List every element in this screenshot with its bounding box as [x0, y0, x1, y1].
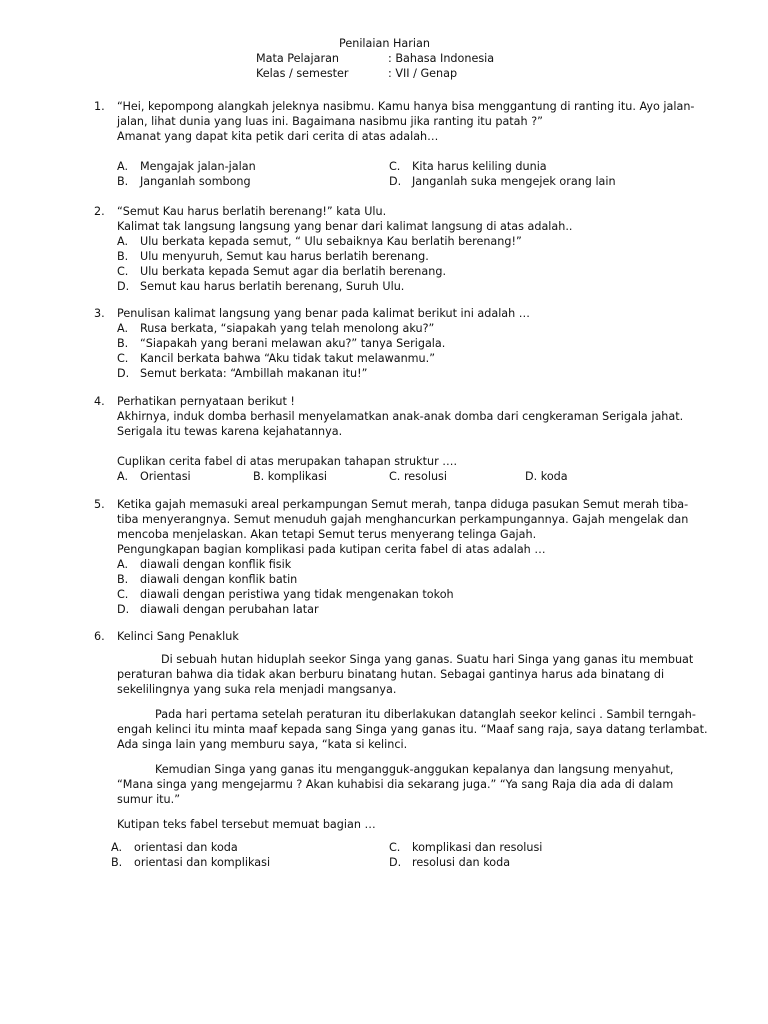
- question-prompt: Cuplikan cerita fabel di atas merupakan tahapan struktur ….: [117, 455, 458, 468]
- option-c: C. Kita harus keliling dunia: [389, 160, 547, 173]
- question-number: 4.: [94, 395, 105, 408]
- option-b: B. Janganlah sombong: [117, 175, 251, 188]
- answer-options: [117, 469, 704, 484]
- option-d: D. Semut kau harus berlatih berenang, Suruh Ulu.: [117, 280, 405, 293]
- option-a: A. orientasi dan koda: [111, 841, 238, 854]
- option-d: D. Semut berkata: “Ambillah makanan itu!”: [117, 367, 368, 380]
- class-value: : VII / Genap: [388, 67, 458, 80]
- question-text-line: Kalimat tak langsung langsung yang benar dari kalimat langsung di atas adalah..: [117, 220, 573, 233]
- option-a: A. Ulu berkata kepada semut, “ Ulu sebaiknya Kau berlatih berenang!”: [117, 235, 522, 248]
- question-5: [94, 497, 704, 617]
- story-paragraph-1: Di sebuah hutan hiduplah seekor Singa yang ganas. Suatu hari Singa yang ganas itu membuat: [161, 653, 694, 666]
- class-row: [256, 66, 494, 81]
- story-title: Kelinci Sang Penakluk: [117, 630, 239, 643]
- question-number: 1.: [94, 100, 105, 113]
- answer-options: [111, 840, 704, 870]
- option-d: D. koda: [525, 470, 568, 483]
- question-3: [94, 306, 704, 381]
- option-a: A. Mengajak jalan-jalan: [117, 160, 256, 173]
- question-text-line: tiba menyerangnya. Semut menuduh gajah menghancurkan perkampungannya. Gajah mengelak dan: [117, 513, 689, 526]
- option-b: B. komplikasi: [253, 470, 328, 483]
- question-4: [94, 394, 704, 484]
- question-text-line: “Semut Kau harus berlatih berenang!” kata Ulu.: [117, 205, 387, 218]
- question-2: [94, 204, 704, 294]
- question-6: 6. Kelinci Sang Penakluk Di sebuah hutan hiduplah seekor Singa yang ganas. Suatu hari Singa yang ganas itu membuat peraturan bahwa dia tidak akan berburu binatang hutan. Sebagai gantinya harus ada binatang di sekelilingnya yang suka rela menjadi mangsanya. Pada hari pertama setelah peraturan itu diberlakukan datanglah seekor kelinci . Sambil terngah- engah kelinci itu minta maaf kepada sang Singa yang ganas itu. “Maaf sang raja, saya datang terlambat. Ada singa lain yang memburu saya, “kata si kelinci. Kemudian Singa yang ganas itu mengangguk-anggukan kepalanya dan langsung menyahut, “Mana singa yang mengejarmu ? Akan kuhabisi dia sekarang juga.” “Ya sang Raja dia ada di dalam sumur itu.” Kutipan teks fabel tersebut memuat bagian … A. orientasi dan koda C. komplikasi dan resolusi B. orientasi dan komplikasi D. resolusi dan koda: [94, 629, 704, 870]
- option-a: A. diawali dengan konflik fisik: [117, 558, 292, 571]
- option-d: D. diawali dengan perubahan latar: [117, 603, 319, 616]
- question-text-line: “Hei, kepompong alangkah jeleknya nasibmu. Kamu hanya bisa menggantung di ranting itu. Ayo jalan-: [117, 100, 695, 113]
- option-c: C. komplikasi dan resolusi: [389, 841, 543, 854]
- question-number: 6.: [94, 630, 105, 643]
- option-b: B. diawali dengan konflik batin: [117, 573, 298, 586]
- question-text-line: Perhatikan pernyataan berikut !: [117, 395, 295, 408]
- subject-row: [256, 51, 494, 66]
- option-c: C. Kancil berkata bahwa “Aku tidak takut melawanmu.”: [117, 352, 436, 365]
- question-text-line: mencoba menjelaskan. Akan tetapi Semut terus menyerang telinga Gajah.: [117, 528, 537, 541]
- option-d: D. Janganlah suka mengejek orang lain: [389, 175, 616, 188]
- exam-title: Penilaian Harian: [339, 37, 430, 50]
- option-b: B. orientasi dan komplikasi: [111, 856, 271, 869]
- question-text-line: Akhirnya, induk domba berhasil menyelamatkan anak-anak domba dari cengkeraman Serigala jahat.: [117, 410, 684, 423]
- question-prompt: Kutipan teks fabel tersebut memuat bagian …: [117, 818, 376, 831]
- class-label: Kelas / semester: [256, 67, 349, 80]
- question-number: 3.: [94, 307, 105, 320]
- option-c: C. resolusi: [389, 470, 447, 483]
- question-text-line: Pengungkapan bagian komplikasi pada kutipan cerita fabel di atas adalah …: [117, 543, 546, 556]
- option-d: D. resolusi dan koda: [389, 856, 511, 869]
- exam-header: [256, 36, 494, 81]
- option-a: A. Rusa berkata, “siapakah yang telah menolong aku?”: [117, 322, 435, 335]
- story-paragraph-3: Kemudian Singa yang ganas itu mengangguk-anggukan kepalanya dan langsung menyahut,: [155, 763, 674, 776]
- subject-value: : Bahasa Indonesia: [388, 52, 495, 65]
- option-c: C. Ulu berkata kepada Semut agar dia berlatih berenang.: [117, 265, 447, 278]
- answer-options: [117, 159, 704, 189]
- question-text-line: Amanat yang dapat kita petik dari cerita di atas adalah…: [117, 130, 439, 143]
- question-text-line: Penulisan kalimat langsung yang benar pada kalimat berikut ini adalah …: [117, 307, 530, 320]
- question-text-line: jalan, lihat dunia yang luas ini. Bagaimana nasibmu jika ranting itu patah ?”: [117, 115, 543, 128]
- story-paragraph-2: Pada hari pertama setelah peraturan itu diberlakukan datanglah seekor kelinci . Sambil terngah-: [155, 708, 696, 721]
- option-b: B. Ulu menyuruh, Semut kau harus berlatih berenang.: [117, 250, 429, 263]
- option-b: B. “Siapakah yang berani melawan aku?” tanya Serigala.: [117, 337, 446, 350]
- question-number: 2.: [94, 205, 105, 218]
- question-text-line: Serigala itu tewas karena kejahatannya.: [117, 425, 343, 438]
- question-text-line: Ketika gajah memasuki areal perkampungan Semut merah, tanpa diduga pasukan Semut merah tiba-: [117, 498, 689, 511]
- option-a: A. Orientasi: [117, 470, 191, 483]
- question-1: [94, 99, 704, 189]
- option-c: C. diawali dengan peristiwa yang tidak mengenakan tokoh: [117, 588, 454, 601]
- question-number: 5.: [94, 498, 105, 511]
- subject-label: Mata Pelajaran: [256, 52, 340, 65]
